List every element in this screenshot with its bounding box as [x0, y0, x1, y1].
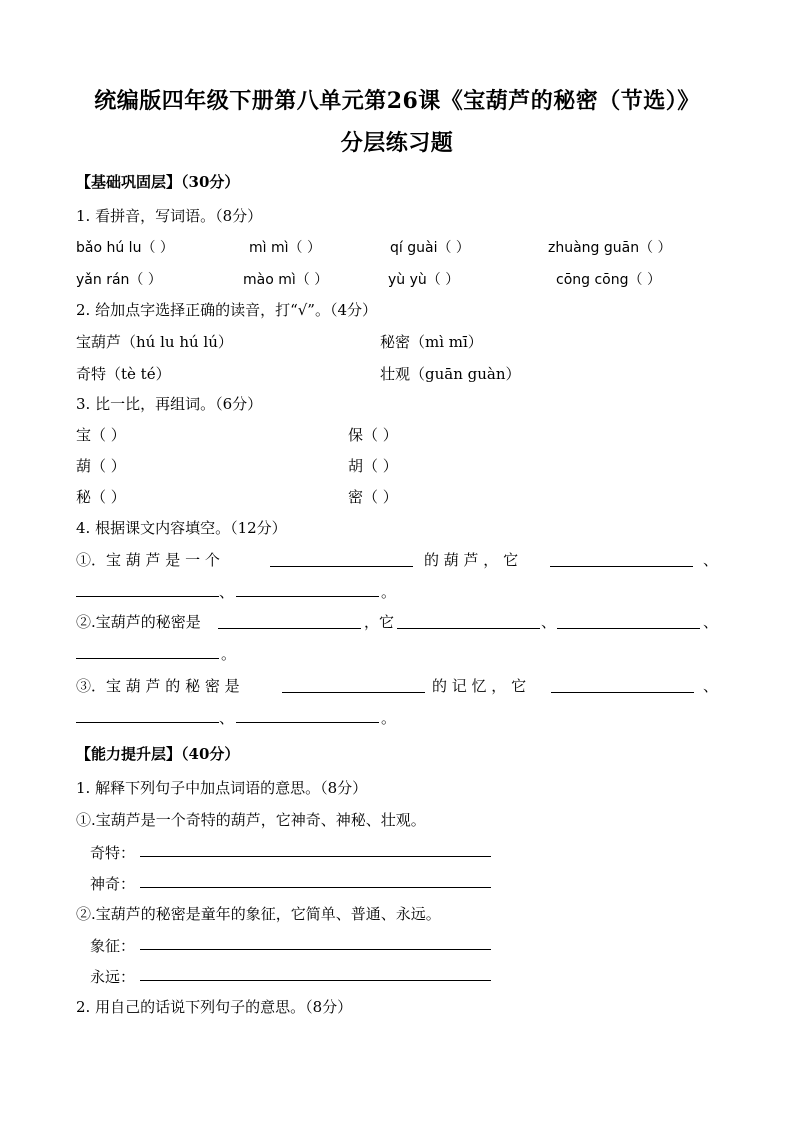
pinyin-item-3: qí guài（ ） — [390, 240, 470, 256]
pinyin-item-1: bǎo hú lu（ ） — [76, 240, 174, 256]
section-advanced-heading: 【能力提升层】（40分） — [76, 745, 240, 763]
advanced-question-2: 2. 用自己的话说下列句子的意思。（8分） — [76, 998, 353, 1016]
question-4: 4. 根据课文内容填空。（12分） — [76, 519, 287, 537]
compare-item-3: 葫（ ） — [76, 457, 126, 475]
fill-blank[interactable] — [76, 708, 219, 723]
word-label-qite: 奇特： — [90, 844, 136, 862]
sentence-end: 。 — [381, 709, 397, 727]
separator: 、 — [703, 551, 719, 569]
compare-item-2: 保（ ） — [348, 426, 398, 444]
compare-item-1: 宝（ ） — [76, 426, 126, 444]
pinyin-item-2: mì mì（ ） — [249, 240, 321, 256]
advanced-question-1: 1. 解释下列句子中加点词语的意思。（8分） — [76, 779, 368, 797]
reading-item-2: 秘密（mì mī） — [380, 333, 483, 351]
separator: 、 — [703, 613, 719, 631]
pinyin-item-5: yǎn rán（ ） — [76, 272, 162, 288]
question-1: 1. 看拼音，写词语。（8分） — [76, 207, 263, 225]
answer-line[interactable] — [140, 962, 491, 981]
fill-blank[interactable] — [550, 552, 693, 567]
word-label-yongyuan: 永远： — [90, 968, 136, 986]
reading-item-3: 奇特（tè té） — [76, 365, 171, 383]
fill-2-text-a: ②.宝葫芦的秘密是 — [76, 613, 201, 631]
fill-blank[interactable] — [76, 644, 219, 659]
question-2: 2. 给加点字选择正确的读音，打“√”。（4分） — [76, 301, 378, 319]
page-subtitle: 分层练习题 — [340, 130, 454, 156]
fill-blank[interactable] — [270, 552, 413, 567]
section-basic-heading: 【基础巩固层】（30分） — [76, 173, 240, 191]
separator: 、 — [541, 613, 557, 631]
fill-blank[interactable] — [551, 678, 694, 693]
reading-item-1: 宝葫芦（hú lu hú lú） — [76, 333, 233, 351]
fill-blank[interactable] — [282, 678, 425, 693]
separator: 、 — [219, 709, 235, 727]
compare-item-5: 秘（ ） — [76, 488, 126, 506]
pinyin-item-6: mào mì（ ） — [243, 272, 329, 288]
sentence-2: ②.宝葫芦的秘密是童年的象征，它简单、普通、永远。 — [76, 905, 441, 923]
fill-blank[interactable] — [218, 614, 361, 629]
word-label-shenqi: 神奇： — [90, 875, 136, 893]
sentence-1: ①.宝葫芦是一个奇特的葫芦，它神奇、神秘、壮观。 — [76, 811, 426, 829]
reading-item-4: 壮观（guān guàn） — [380, 365, 521, 383]
word-label-xiangzheng: 象征： — [90, 937, 136, 955]
sentence-end: 。 — [221, 645, 237, 663]
separator: 、 — [219, 583, 235, 601]
fill-blank[interactable] — [76, 582, 219, 597]
pinyin-item-8: cōng cōng（ ） — [556, 272, 661, 288]
fill-blank[interactable] — [236, 582, 379, 597]
fill-3-text-a: ③．宝 葫 芦 的 秘 密 是 — [76, 677, 240, 695]
compare-item-4: 胡（ ） — [348, 457, 398, 475]
compare-item-6: 密（ ） — [348, 488, 398, 506]
pinyin-item-4: zhuàng guān（ ） — [548, 240, 672, 256]
fill-blank[interactable] — [397, 614, 540, 629]
fill-3-text-b: 的 记 忆 ， 它 — [432, 677, 527, 695]
fill-blank[interactable] — [236, 708, 379, 723]
fill-2-text-b: ，它 — [364, 613, 395, 631]
separator: 、 — [703, 677, 719, 695]
answer-line[interactable] — [140, 838, 491, 857]
fill-blank[interactable] — [557, 614, 700, 629]
answer-line[interactable] — [140, 869, 491, 888]
pinyin-item-7: yù yù（ ） — [388, 272, 460, 288]
answer-line[interactable] — [140, 931, 491, 950]
sentence-end: 。 — [381, 583, 397, 601]
fill-1-text-a: ①．宝 葫 芦 是 一 个 — [76, 551, 220, 569]
question-3: 3. 比一比，再组词。（6分） — [76, 395, 263, 413]
fill-1-text-b: 的 葫 芦 ， 它 — [424, 551, 519, 569]
page-title: 统编版四年级下册第八单元第26课《宝葫芦的秘密（节选）》 — [94, 88, 700, 114]
